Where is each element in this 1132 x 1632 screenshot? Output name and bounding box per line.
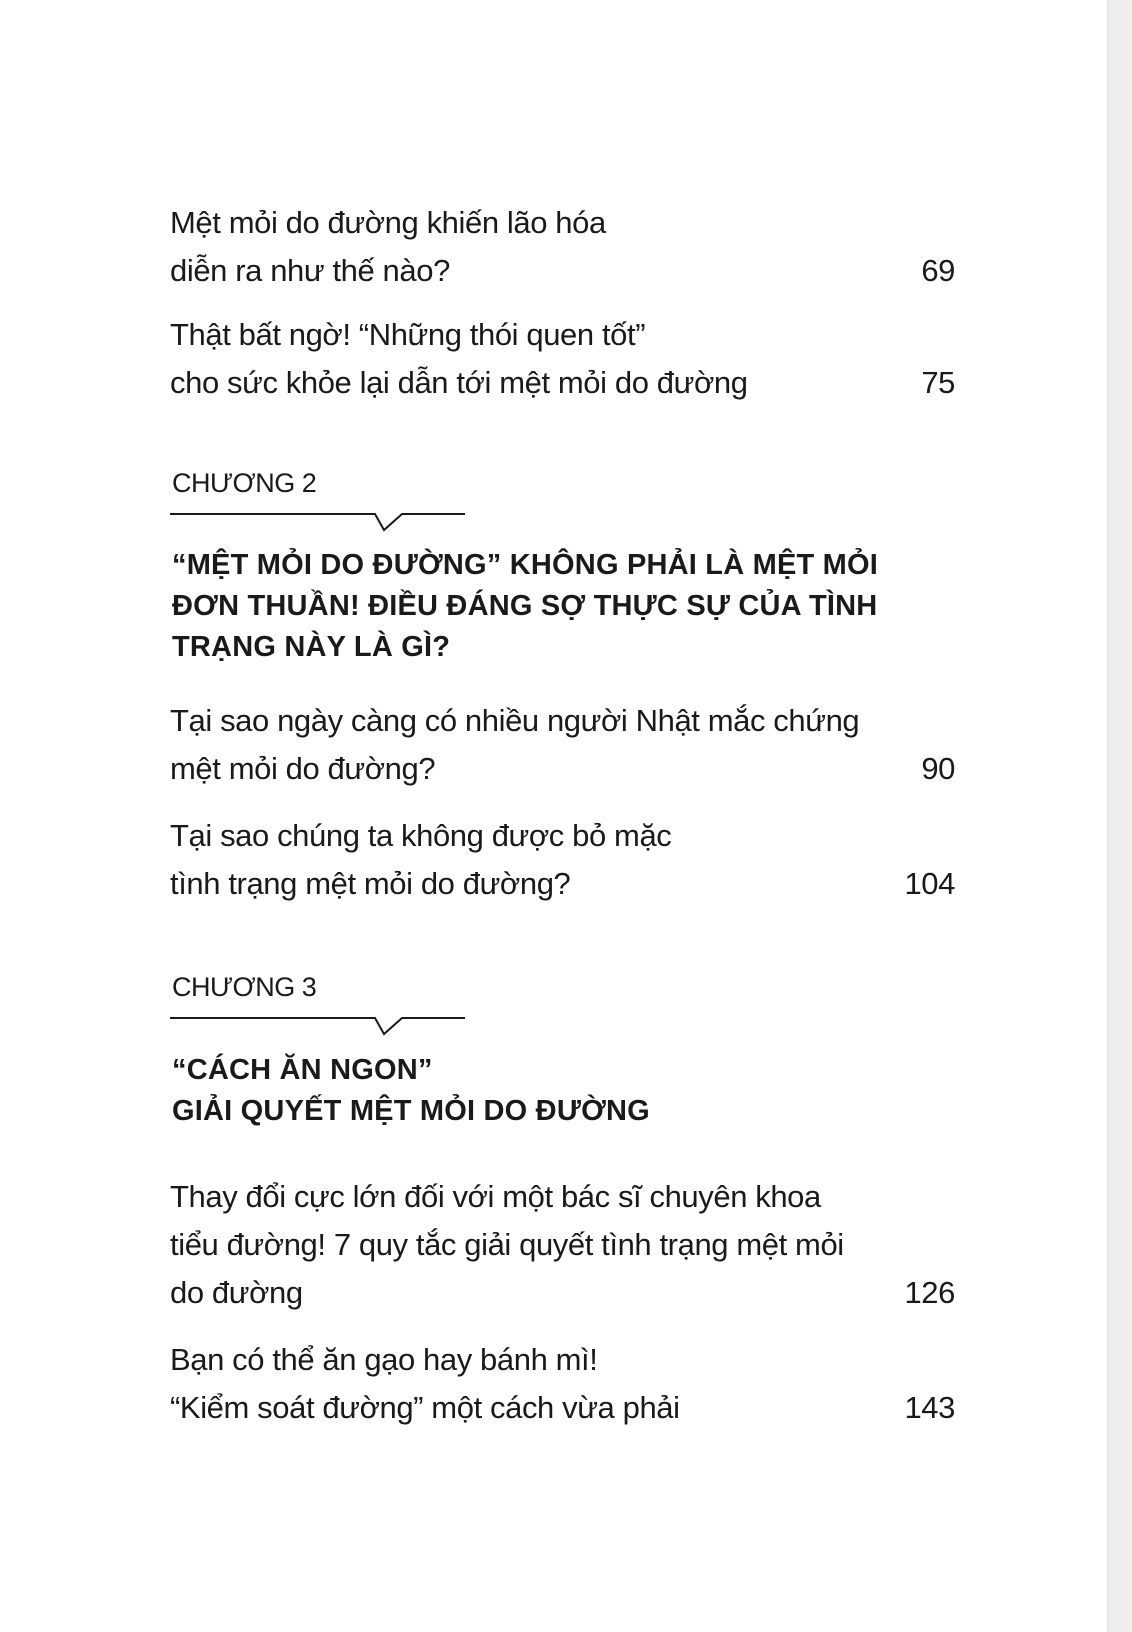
toc-entry-title-line: Mệt mỏi do đường khiến lão hóa	[170, 205, 606, 240]
chapter-title-line: GIẢI QUYẾT MỆT MỎI DO ĐƯỜNG	[172, 1095, 650, 1127]
chapter-divider-rule	[170, 506, 465, 534]
toc-entry[interactable]	[170, 311, 955, 407]
chapter-title-line: TRẠNG NÀY LÀ GÌ?	[172, 631, 451, 663]
toc-entry-title-line: Bạn có thể ăn gạo hay bánh mì!	[170, 1342, 598, 1377]
toc-entry[interactable]	[170, 697, 955, 793]
chapter-label: CHƯƠNG 2	[172, 468, 317, 498]
toc-entry-title-line: diễn ra như thế nào?	[170, 253, 450, 288]
chapter-title-line: ĐƠN THUẦN! ĐIỀU ĐÁNG SỢ THỰC SỰ CỦA TÌNH	[172, 590, 878, 622]
page-edge-strip	[1107, 0, 1132, 1632]
toc-page	[170, 0, 955, 1632]
toc-entry-title-line: Tại sao chúng ta không được bỏ mặc	[170, 818, 672, 853]
toc-entry-title-line: Thật bất ngờ! “Những thói quen tốt”	[170, 317, 646, 352]
chapter-title[interactable]	[172, 545, 957, 668]
toc-entry-title-line: tình trạng mệt mỏi do đường?	[170, 866, 571, 901]
chapter-title-line: “MỆT MỎI DO ĐƯỜNG” KHÔNG PHẢI LÀ MỆT MỎI	[172, 549, 879, 581]
toc-page-number: 143	[904, 1390, 955, 1425]
toc-page-number: 75	[921, 365, 955, 400]
toc-entry-title-line: tiểu đường! 7 quy tắc giải quyết tình trạng mệt mỏi	[170, 1227, 844, 1262]
chapter-label: CHƯƠNG 3	[172, 972, 317, 1002]
chapter-divider-rule	[170, 1010, 465, 1038]
toc-page-number: 69	[921, 253, 955, 288]
toc-entry[interactable]	[170, 1336, 955, 1432]
chapter-title-line: “CÁCH ĂN NGON”	[172, 1054, 433, 1086]
toc-entry-title-line: Tại sao ngày càng có nhiều người Nhật mắc chứng	[170, 703, 860, 738]
toc-entry[interactable]	[170, 812, 955, 908]
toc-entry[interactable]	[170, 1173, 955, 1317]
toc-page-number: 126	[904, 1275, 955, 1310]
toc-entry-title-line: “Kiểm soát đường” một cách vừa phải	[170, 1390, 680, 1425]
toc-entry-title-line: cho sức khỏe lại dẫn tới mệt mỏi do đường	[170, 365, 748, 400]
toc-page-number: 90	[921, 751, 955, 786]
toc-entry-title-line: Thay đổi cực lớn đối với một bác sĩ chuyên khoa	[170, 1179, 821, 1214]
toc-entry[interactable]	[170, 199, 955, 295]
toc-page-number: 104	[904, 866, 955, 901]
toc-entry-title-line: do đường	[170, 1275, 303, 1310]
toc-entry-title-line: mệt mỏi do đường?	[170, 751, 436, 786]
chapter-title[interactable]	[172, 1050, 957, 1132]
